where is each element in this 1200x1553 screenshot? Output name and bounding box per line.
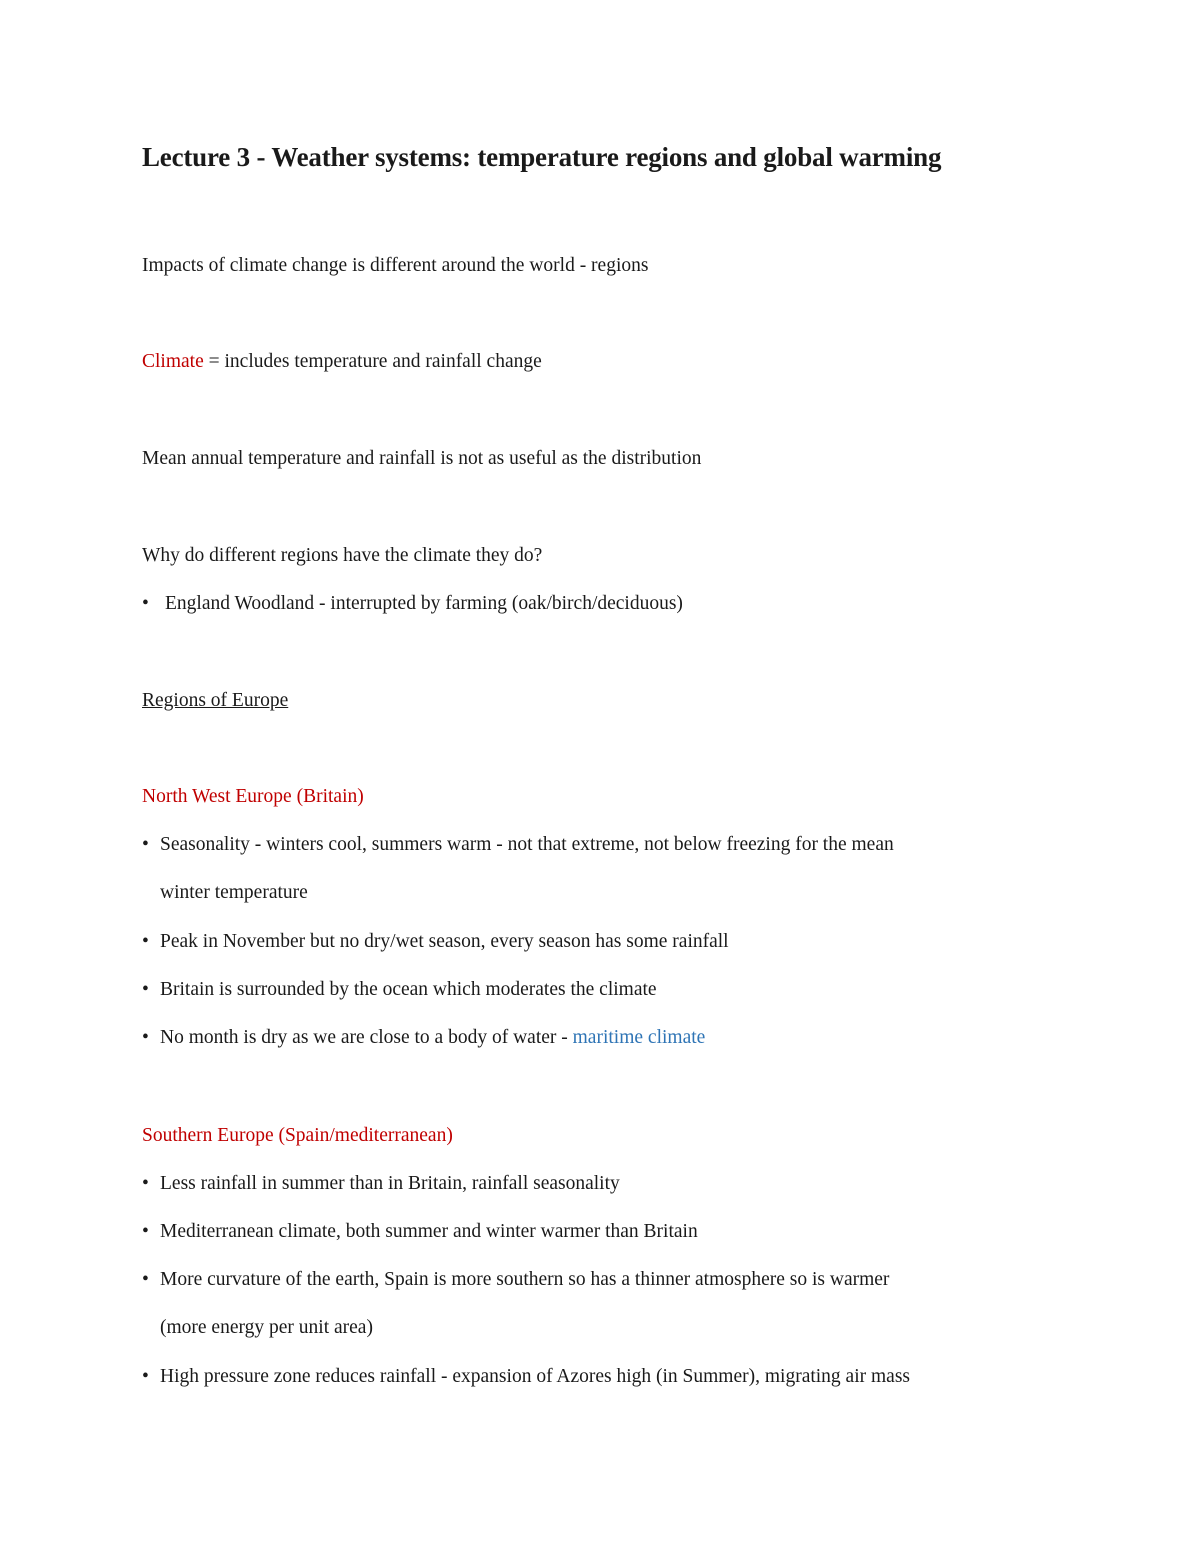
bullet-marker: • <box>142 1269 149 1290</box>
regions-heading: Regions of Europe <box>142 690 289 711</box>
southern-europe-heading: Southern Europe (Spain/mediterranean) <box>142 1125 453 1146</box>
climate-term: Climate <box>142 351 204 372</box>
bullet-marker: • <box>142 1173 149 1194</box>
bullet-marker: • <box>142 834 149 855</box>
nw-bullet-ocean: Britain is surrounded by the ocean which moderates the climate <box>160 979 657 1000</box>
bullet-marker: • <box>142 1366 149 1387</box>
nw-europe-heading: North West Europe (Britain) <box>142 786 364 807</box>
south-bullet-curvature: More curvature of the earth, Spain is more southern so has a thinner atmosphere so is warmer <box>160 1269 890 1290</box>
bullet-marker: • <box>142 979 149 1000</box>
maritime-climate-term: maritime climate <box>572 1027 706 1048</box>
bullet-marker: • <box>142 593 149 614</box>
bullet-marker: • <box>142 1027 149 1048</box>
nw-bullet-peak: Peak in November but no dry/wet season, every season has some rainfall <box>160 931 729 952</box>
south-bullet-curvature-cont: (more energy per unit area) <box>160 1317 373 1338</box>
why-bullet-england: England Woodland - interrupted by farming (oak/birch/deciduous) <box>165 593 683 614</box>
nw-bullet-seasonality-cont: winter temperature <box>160 882 308 903</box>
south-bullet-rainfall: Less rainfall in summer than in Britain, rainfall seasonality <box>160 1173 620 1194</box>
mean-line: Mean annual temperature and rainfall is not as useful as the distribution <box>142 448 702 469</box>
page-title: Lecture 3 - Weather systems: temperature regions and global warming <box>142 142 942 172</box>
climate-definition-text: = includes temperature and rainfall change <box>203 351 542 372</box>
nw-bullet-no-month-dry <box>160 1027 705 1049</box>
nw-bullet-no-month-dry-text: No month is dry as we are close to a body of water - <box>160 1027 573 1048</box>
south-bullet-high-pressure: High pressure zone reduces rainfall - expansion of Azores high (in Summer), migrating air mass <box>160 1366 910 1387</box>
bullet-marker: • <box>142 1221 149 1242</box>
nw-bullet-seasonality: Seasonality - winters cool, summers warm - not that extreme, not below freezing for the mean <box>160 834 894 855</box>
why-line: Why do different regions have the climate they do? <box>142 545 543 566</box>
south-bullet-mediterranean: Mediterranean climate, both summer and winter warmer than Britain <box>160 1221 698 1242</box>
bullet-marker: • <box>142 931 149 952</box>
climate-definition <box>142 351 542 373</box>
intro-line: Impacts of climate change is different around the world - regions <box>142 255 649 276</box>
